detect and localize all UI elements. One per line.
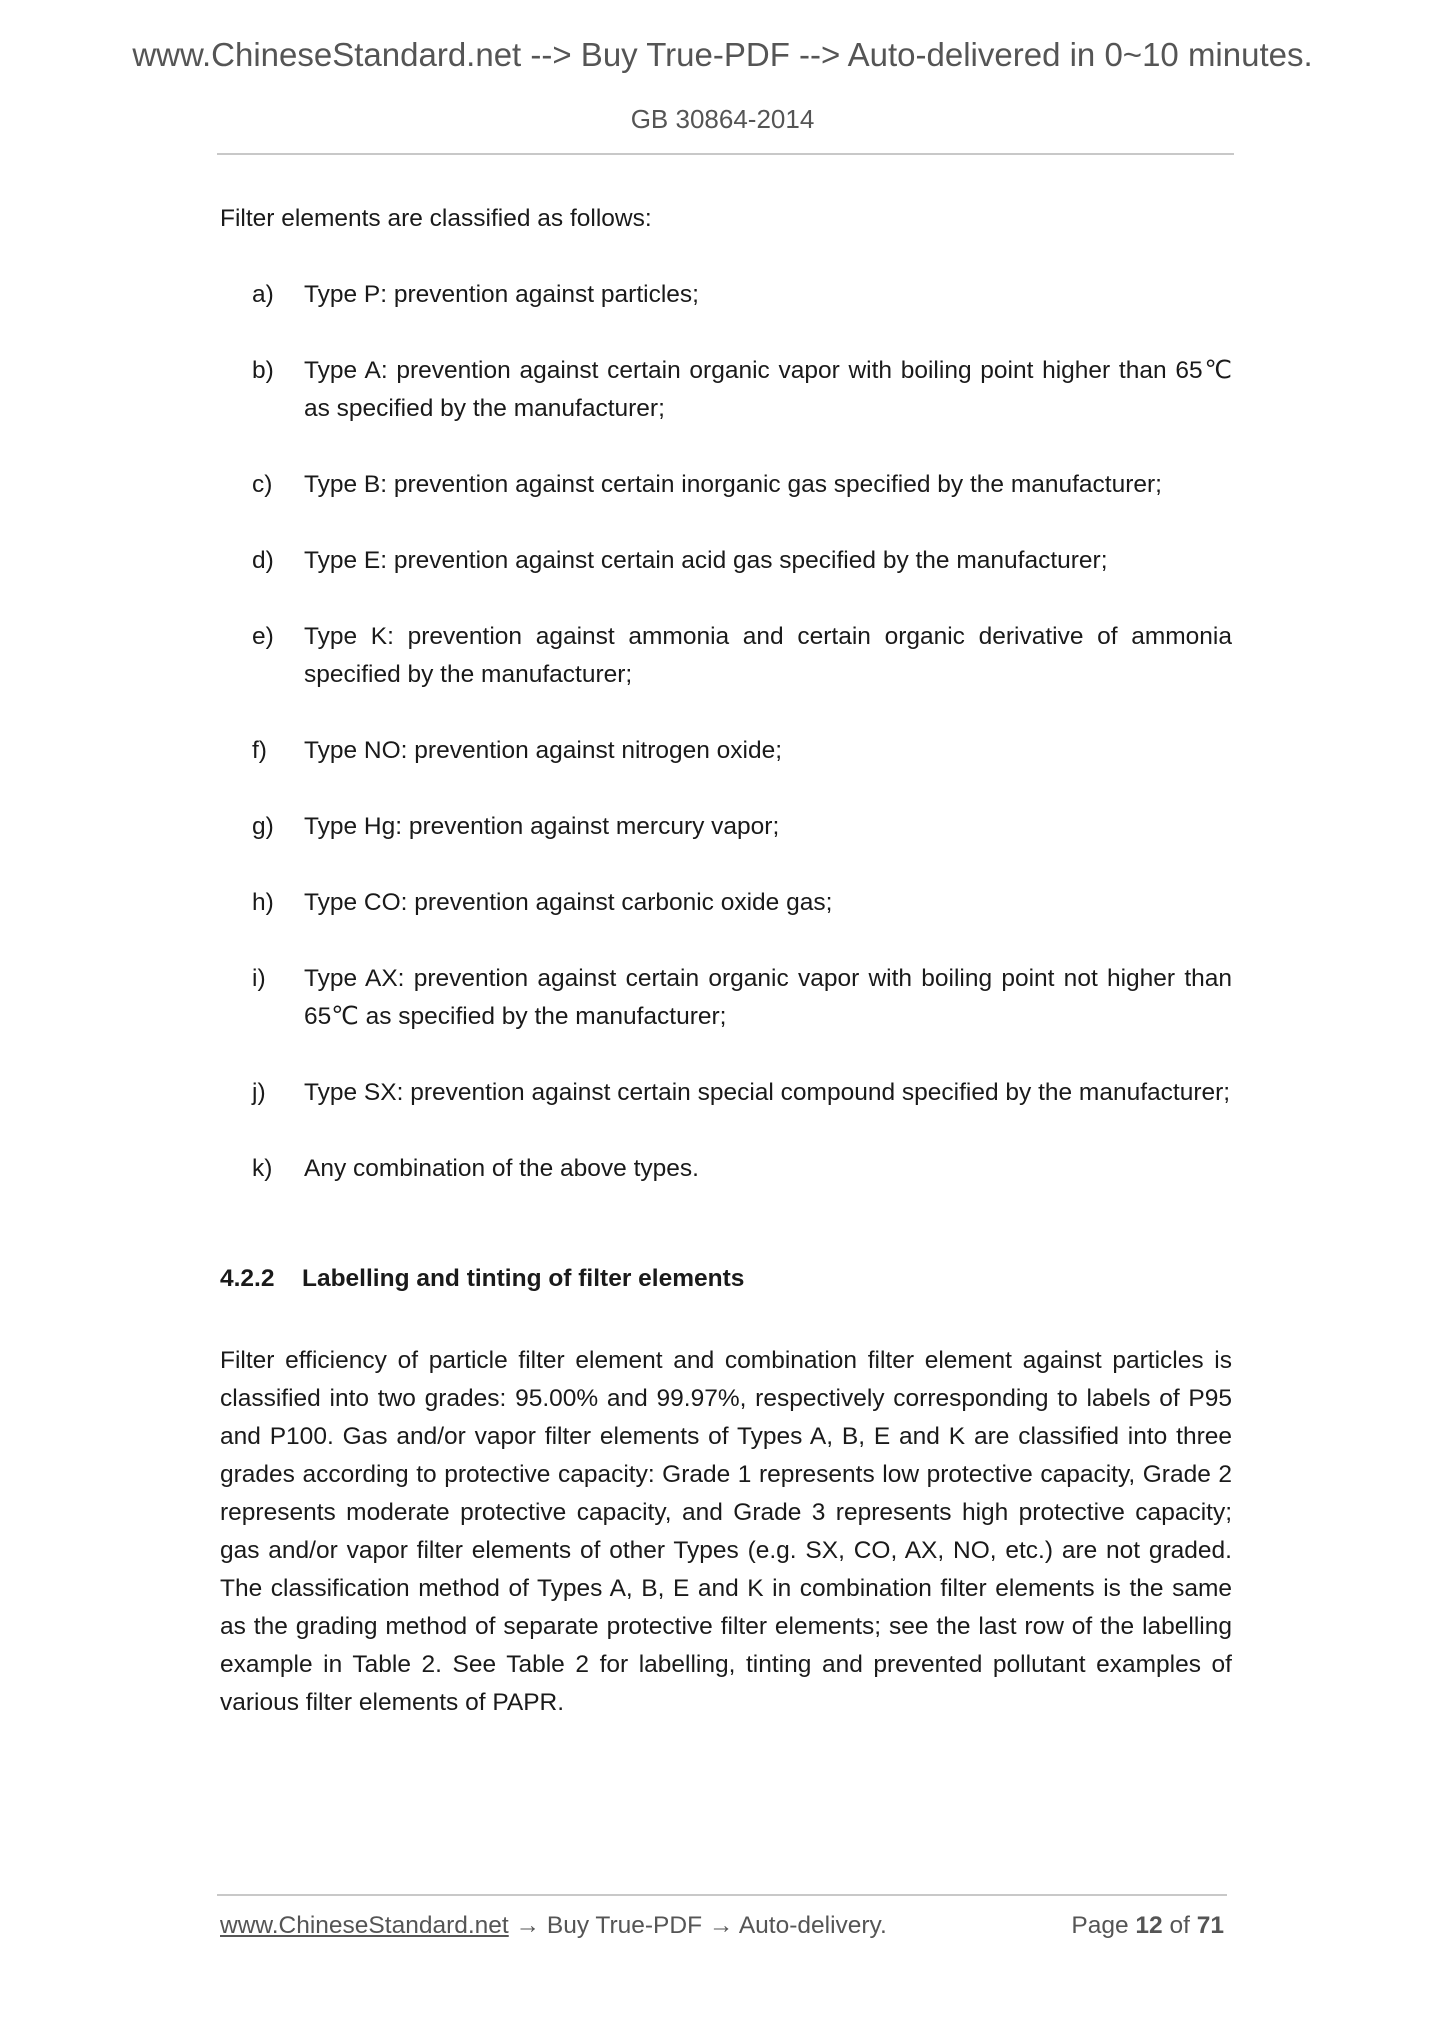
list-item [220, 276, 1232, 314]
list-marker: e) [252, 623, 274, 650]
header-divider [217, 153, 1234, 155]
list-marker: j) [252, 1079, 266, 1106]
list-text: Type Hg: prevention against mercury vapor; [304, 813, 780, 840]
list-marker: a) [252, 281, 274, 308]
footer-tagline: → Buy True-PDF → Auto-delivery. [508, 1912, 887, 1939]
list-item [220, 960, 1232, 1036]
page-total: 71 [1196, 1912, 1224, 1939]
list-marker: h) [252, 889, 274, 916]
intro-text: Filter elements are classified as follows: [220, 205, 652, 232]
document-code: GB 30864-2014 [630, 104, 815, 134]
list-marker: k) [252, 1155, 273, 1182]
list-item [220, 542, 1232, 580]
section-number: 4.2.2 [220, 1265, 275, 1292]
page-current: 12 [1135, 1912, 1163, 1939]
list-marker: f) [252, 737, 267, 764]
section-heading [220, 1265, 744, 1293]
website-link[interactable]: www.ChineseStandard.net [220, 1912, 509, 1939]
footer-left [220, 1912, 887, 1940]
list-item [220, 618, 1232, 694]
section-title: Labelling and tinting of filter elements [302, 1265, 745, 1292]
list-text: Type B: prevention against certain inorganic gas specified by the manufacturer; [304, 471, 1162, 498]
body-paragraph: Filter efficiency of particle filter element and combination filter element against particles is classified into two grades: 95.00% and 99.97%, respectively corresponding to labels of P95 and P100. Gas and/or vapor filter elements of Types A, B, E and K are classified into three grades according to protective capacity: Grade 1 represents low protective capacity, Grade 2 represents moderate protective capacity, and Grade 3 represents high protective capacity; gas and/or vapor filter elements of other Types (e.g. SX, CO, AX, NO, etc.) are not graded. The classification method of Types A, B, E and K in combination filter elements is the same as the grading method of separate protective filter elements; see the last row of the labelling example in Table 2. See Table 2 for labelling, tinting and prevented pollutant examples of various filter elements of PAPR. [220, 1347, 1232, 1716]
list-item [220, 1074, 1232, 1112]
list-text: Type NO: prevention against nitrogen oxide; [304, 737, 783, 764]
page-of: of [1169, 1912, 1190, 1939]
page-footer [220, 1912, 1224, 1940]
top-banner: www.ChineseStandard.net --> Buy True-PDF --> Auto-delivered in 0~10 minutes. [132, 36, 1313, 73]
list-text: Type P: prevention against particles; [304, 281, 699, 308]
list-marker: i) [252, 965, 266, 992]
list-item [220, 732, 1232, 770]
list-text: Type CO: prevention against carbonic oxide gas; [304, 889, 833, 916]
list-marker: g) [252, 813, 274, 840]
list-item [220, 884, 1232, 922]
page-label: Page [1071, 1912, 1129, 1939]
list-marker: c) [252, 471, 273, 498]
list-text: Type SX: prevention against certain special compound specified by the manufacturer; [304, 1079, 1231, 1106]
list-item [220, 808, 1232, 846]
page-indicator [1071, 1912, 1224, 1940]
list-text: Type AX: prevention against certain organic vapor with boiling point not higher than 65℃ as specified by the manufacturer; [304, 965, 1232, 1030]
list-item [220, 352, 1232, 428]
classification-list [220, 276, 1232, 1226]
list-marker: d) [252, 547, 274, 574]
list-item [220, 466, 1232, 504]
list-text: Type E: prevention against certain acid gas specified by the manufacturer; [304, 547, 1108, 574]
list-item [220, 1150, 1232, 1188]
list-text: Type A: prevention against certain organic vapor with boiling point higher than 65℃ as specified by the manufacturer; [304, 357, 1232, 422]
footer-divider [217, 1894, 1227, 1896]
list-text: Any combination of the above types. [304, 1155, 699, 1182]
list-marker: b) [252, 357, 274, 384]
list-text: Type K: prevention against ammonia and certain organic derivative of ammonia specified by the manufacturer; [304, 623, 1232, 688]
